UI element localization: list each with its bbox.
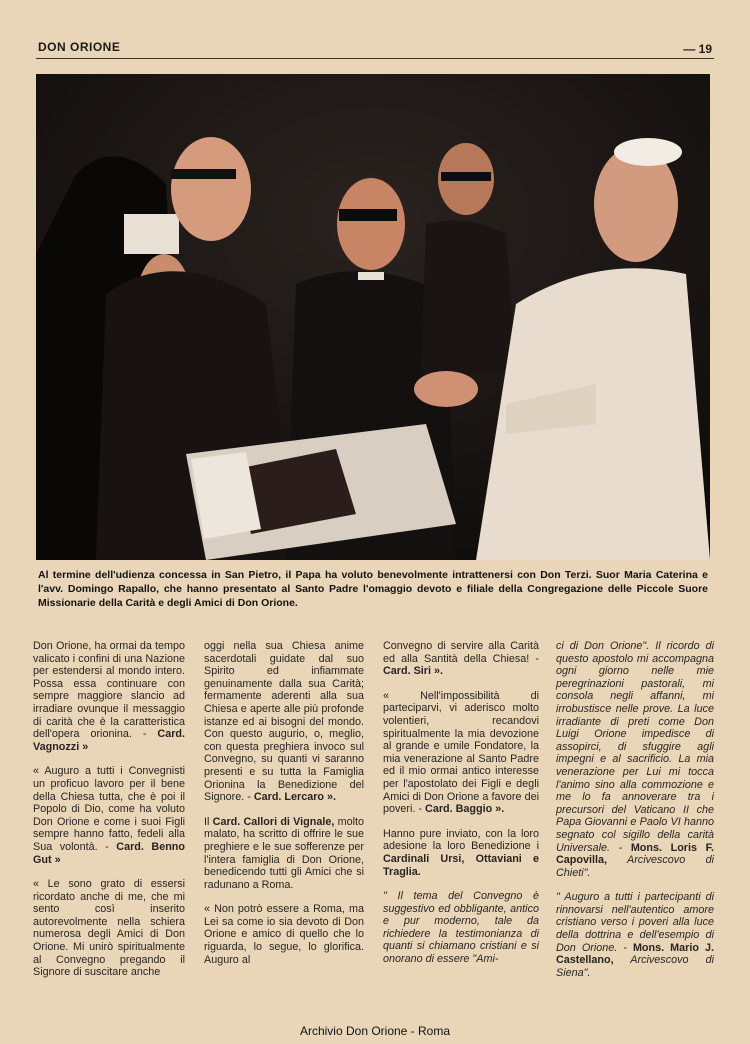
paragraph: [204, 640, 364, 804]
paragraph-text: Hanno pure inviato, con la loro adesione la loro Benedizione i: [383, 827, 539, 853]
paragraph: [556, 891, 714, 979]
paragraph-text: oggi nella sua Chiesa anime sacerdotali guidate dal suo Spirito ed infiammate genuinamente dalla sua Carità; fermamente aderenti alla sua Chiesa e aperte alle più profonde istanze ed ai bisogni del mondo. Con questo augurio, o, meglio, con questa preghiera invoco sul Convegno, su quanti vi saranno presenti e su tutta la Famiglia Orionina la Benedizione del Signore. -: [204, 640, 364, 804]
paragraph-text: « Nell'impossibilità di parteciparvi, vi aderisco molto volentieri, recandovi spiritualmente la mia devozione al grande e umile Fondatore, la mia venerazione al Santo Padre ed il mio ormai antico interesse per l'apostolato dei Figli e degli Amici di Don Orione a favore dei poveri. -: [383, 689, 539, 816]
paragraph: [33, 640, 185, 753]
paragraph: [33, 765, 185, 866]
header-divider: [36, 58, 714, 59]
signature: Card. Benno Gut »: [33, 840, 185, 866]
paragraph-text: « Le sono grato di essersi ricordato anche di me, che mi sento così inserito autorevolmente nella schiera numerosa degli Amici di Don Orione. Mi unirò spiritualmente al Convegno pregando il Signore di suscitare anche: [33, 878, 185, 979]
paragraph: [383, 828, 539, 878]
magazine-title: DON ORIONE: [38, 40, 121, 54]
page-number: — 19: [683, 42, 712, 56]
paragraph-text: « Auguro a tutti i Convegnisti un proficuo lavoro per il bene della Chiesa tutta, che è poi il Popolo di Dio, come ha voluto Don Orione e come i suoi Figli sempre hanno fatto, fedeli alla Sua volontà. -: [33, 765, 185, 853]
signature-role: Arcivescovo di Siena".: [556, 954, 714, 979]
paragraph: [204, 816, 364, 892]
signature-role: Arcivescovo di Chieti".: [556, 854, 714, 879]
archive-footer: Archivio Don Orione - Roma: [299, 1024, 451, 1038]
paragraph-text: " Auguro a tutti i partecipanti di rinnovarsi nell'autentico amore cristiano verso i poveri alla luce della dottrina e dell'esempio di Don Orione. -: [556, 891, 714, 954]
paragraph-text: Don Orione, ha ormai da tempo valicato i confini di una Nazione per estendersi al mondo intero. Possa essa continuare con sempre maggiore slancio ad irradiare ovunque il messaggio di carità che è la caratteristica dell'opera orionina. -: [33, 640, 185, 741]
paragraph-text: ci di Don Orione". Il ricordo di questo apostolo mi accompagna ogni giorno nelle mie peregrinazioni pastorali, mi consola negli affanni, mi irrobustisce nelle prove. La luce irradiante di preti come Don Luigi Orione impedisce di assopirci, di sfuggire agli impegni e al sacrificio. La mia venerazione per Lui mi tocca l'animo sino alla commozione e me lo fa annoverare tra i precursori del Vaticano II che Papa Giovanni e Paolo VI hanno segnato col sigillo della carità Universale. -: [556, 640, 714, 854]
photo-caption: Al termine dell'udienza concessa in San Pietro, il Papa ha voluto benevolmente intrattenersi con Don Terzi. Suor Maria Caterina e l'avv. Domingo Rapallo, che hanno presentato al Santo Padre l'omaggio devoto e filiale della Congregazione delle Piccole Suore Missionarie della Carità e degli Amici di Don Orione.: [38, 569, 708, 609]
paragraph-text: Convegno di servire alla Carità ed alla Santità della Chiesa! -: [383, 640, 539, 665]
signature: Mons. Mario J. Castellano,: [556, 941, 715, 967]
paragraph: [383, 690, 539, 816]
signature: Card. Baggio ».: [425, 803, 505, 816]
photo-illustration: [36, 74, 710, 560]
paragraph-text: " Il tema del Convegno è suggestivo ed obbligante, antico e pur moderno, tale da richiedere la testimonianza di quanti si chiamano cristiani e si onorano di essere "Ami-: [383, 890, 539, 966]
signature: Card. Vagnozzi »: [33, 728, 185, 753]
paragraph: [556, 640, 714, 879]
text-column-1: [33, 640, 185, 991]
signature: Card. Lercaro ».: [253, 791, 337, 804]
signature: Card. Siri ».: [383, 665, 444, 678]
paragraph: [383, 890, 539, 966]
text-column-3: [383, 640, 539, 978]
paragraph-text: molto malato, ha scritto di offrire le sue preghiere e le sue sofferenze per l'intera famiglia di Don Orione, benedicendo tutti gli Amici che si radunano a Roma.: [204, 815, 365, 891]
paragraph-text: Il: [204, 815, 210, 828]
signature: Cardinali Ursi, Ottaviani e Traglia.: [383, 852, 539, 878]
text-column-4: [556, 640, 714, 991]
paragraph: [383, 640, 539, 678]
audience-photo: [36, 74, 710, 560]
signature: Card. Callori di Vignale,: [212, 815, 335, 828]
paragraph: [204, 903, 364, 966]
text-column-2: [204, 640, 364, 978]
paragraph-text: « Non potrò essere a Roma, ma Lei sa come io sia devoto di Don Orione e amico di quello che lo riguarda, lo segue, lo glorifica. Auguro al: [204, 903, 364, 966]
paragraph: [33, 878, 185, 979]
signature: Mons. Loris F. Capovilla,: [556, 841, 714, 867]
